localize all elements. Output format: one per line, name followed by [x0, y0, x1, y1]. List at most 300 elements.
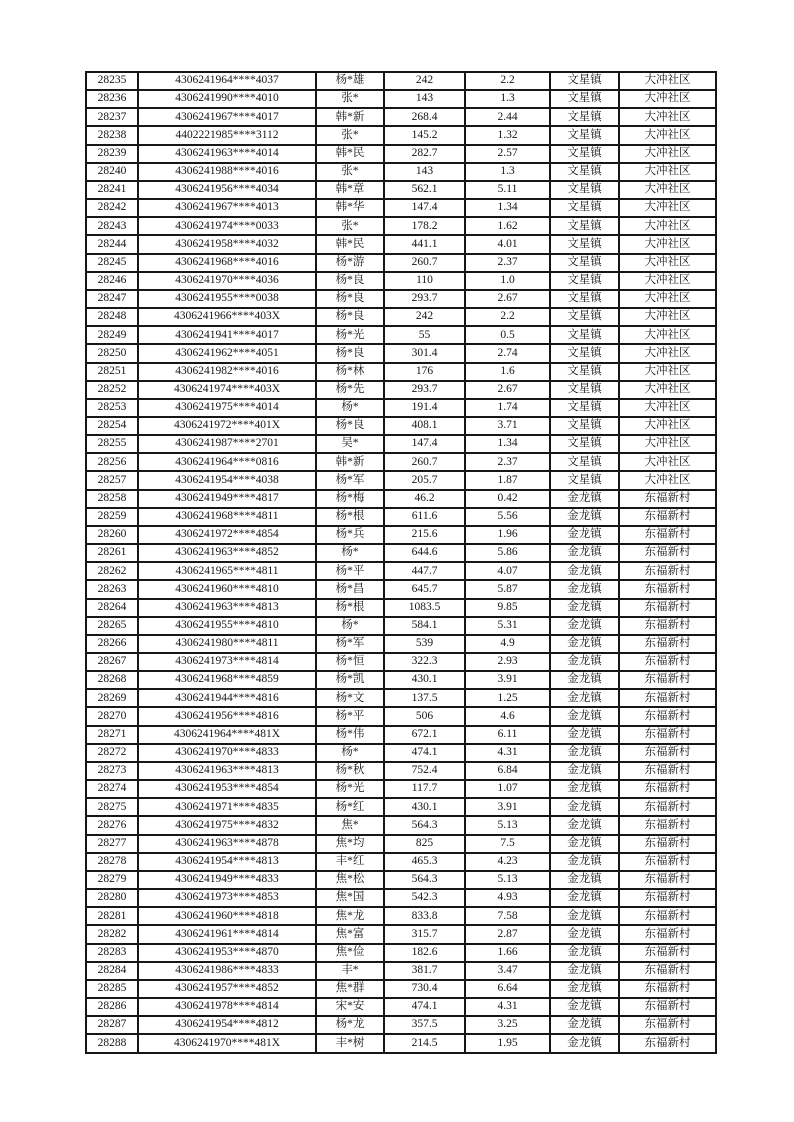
cell-village: 大冲社区: [619, 399, 716, 417]
table-row: [86, 907, 716, 925]
cell-town: 文星镇: [550, 453, 619, 471]
cell-seq-number: 28243: [86, 217, 138, 235]
cell-village: 东福新村: [619, 907, 716, 925]
cell-town: 金龙镇: [550, 490, 619, 508]
table-row: [86, 689, 716, 707]
cell-village: 东福新村: [619, 653, 716, 671]
cell-village: 东福新村: [619, 780, 716, 798]
table-row: [86, 853, 716, 871]
cell-area: 1.3: [465, 90, 550, 108]
cell-id-card-masked: 4306241957****4852: [138, 980, 316, 998]
cell-area: 1.34: [465, 435, 550, 453]
cell-id-card-masked: 4306241972****4854: [138, 526, 316, 544]
cell-town: 金龙镇: [550, 671, 619, 689]
cell-seq-number: 28255: [86, 435, 138, 453]
cell-id-card-masked: 4306241955****0038: [138, 290, 316, 308]
cell-seq-number: 28244: [86, 235, 138, 253]
cell-village: 东福新村: [619, 562, 716, 580]
cell-seq-number: 28240: [86, 163, 138, 181]
cell-subsidy-amount: 215.6: [384, 526, 465, 544]
cell-subsidy-amount: 611.6: [384, 508, 465, 526]
cell-seq-number: 28284: [86, 962, 138, 980]
cell-id-card-masked: 4402221985****3112: [138, 126, 316, 144]
cell-person-name: 杨*: [316, 617, 384, 635]
cell-id-card-masked: 4306241978****4814: [138, 998, 316, 1016]
cell-person-name: 杨*凯: [316, 671, 384, 689]
cell-id-card-masked: 4306241971****4835: [138, 798, 316, 816]
cell-id-card-masked: 4306241954****4812: [138, 1016, 316, 1034]
cell-subsidy-amount: 147.4: [384, 435, 465, 453]
cell-area: 5.13: [465, 816, 550, 834]
cell-seq-number: 28274: [86, 780, 138, 798]
cell-id-card-masked: 4306241944****4816: [138, 689, 316, 707]
cell-village: 大冲社区: [619, 272, 716, 290]
cell-person-name: 杨*秋: [316, 762, 384, 780]
cell-town: 文星镇: [550, 290, 619, 308]
cell-village: 大冲社区: [619, 90, 716, 108]
cell-id-card-masked: 4306241966****403X: [138, 308, 316, 326]
cell-id-card-masked: 4306241968****4811: [138, 508, 316, 526]
table-row: [86, 145, 716, 163]
table-row: [86, 780, 716, 798]
cell-subsidy-amount: 46.2: [384, 490, 465, 508]
cell-town: 金龙镇: [550, 835, 619, 853]
cell-id-card-masked: 4306241953****4870: [138, 944, 316, 962]
cell-person-name: 焦*: [316, 816, 384, 834]
cell-seq-number: 28242: [86, 199, 138, 217]
cell-person-name: 杨*林: [316, 363, 384, 381]
cell-seq-number: 28263: [86, 580, 138, 598]
cell-person-name: 宋*安: [316, 998, 384, 1016]
table-row: [86, 217, 716, 235]
cell-village: 东福新村: [619, 889, 716, 907]
cell-seq-number: 28237: [86, 108, 138, 126]
table-row: [86, 635, 716, 653]
cell-id-card-masked: 4306241963****4878: [138, 835, 316, 853]
cell-person-name: 杨*伟: [316, 726, 384, 744]
cell-seq-number: 28238: [86, 126, 138, 144]
cell-person-name: 焦*松: [316, 871, 384, 889]
cell-town: 金龙镇: [550, 580, 619, 598]
cell-area: 4.9: [465, 635, 550, 653]
cell-subsidy-amount: 260.7: [384, 254, 465, 272]
cell-town: 金龙镇: [550, 635, 619, 653]
cell-area: 1.0: [465, 272, 550, 290]
table-row: [86, 108, 716, 126]
cell-town: 文星镇: [550, 126, 619, 144]
cell-subsidy-amount: 506: [384, 707, 465, 725]
cell-area: 2.37: [465, 254, 550, 272]
cell-village: 东福新村: [619, 508, 716, 526]
cell-village: 大冲社区: [619, 435, 716, 453]
table-row: [86, 471, 716, 489]
cell-town: 文星镇: [550, 108, 619, 126]
cell-seq-number: 28271: [86, 726, 138, 744]
cell-id-card-masked: 4306241967****4017: [138, 108, 316, 126]
cell-town: 金龙镇: [550, 762, 619, 780]
cell-subsidy-amount: 242: [384, 72, 465, 90]
cell-subsidy-amount: 465.3: [384, 853, 465, 871]
cell-person-name: 张*: [316, 90, 384, 108]
table-row: [86, 544, 716, 562]
cell-subsidy-amount: 474.1: [384, 744, 465, 762]
cell-seq-number: 28236: [86, 90, 138, 108]
table-row: [86, 944, 716, 962]
cell-seq-number: 28268: [86, 671, 138, 689]
cell-town: 金龙镇: [550, 726, 619, 744]
cell-person-name: 杨*平: [316, 562, 384, 580]
cell-village: 东福新村: [619, 689, 716, 707]
cell-person-name: 杨*先: [316, 381, 384, 399]
cell-town: 文星镇: [550, 344, 619, 362]
cell-id-card-masked: 4306241970****4036: [138, 272, 316, 290]
cell-id-card-masked: 4306241964****4037: [138, 72, 316, 90]
cell-town: 文星镇: [550, 471, 619, 489]
cell-subsidy-amount: 182.6: [384, 944, 465, 962]
records-table-body: [86, 72, 716, 1053]
table-row: [86, 235, 716, 253]
cell-subsidy-amount: 301.4: [384, 344, 465, 362]
cell-village: 东福新村: [619, 617, 716, 635]
table-row: [86, 562, 716, 580]
cell-seq-number: 28264: [86, 599, 138, 617]
cell-person-name: 杨*军: [316, 635, 384, 653]
table-row: [86, 344, 716, 362]
table-row: [86, 163, 716, 181]
cell-subsidy-amount: 564.3: [384, 871, 465, 889]
cell-area: 1.32: [465, 126, 550, 144]
cell-seq-number: 28262: [86, 562, 138, 580]
table-row: [86, 653, 716, 671]
cell-seq-number: 28265: [86, 617, 138, 635]
cell-seq-number: 28281: [86, 907, 138, 925]
cell-village: 大冲社区: [619, 199, 716, 217]
cell-village: 东福新村: [619, 635, 716, 653]
cell-subsidy-amount: 474.1: [384, 998, 465, 1016]
cell-area: 2.37: [465, 453, 550, 471]
cell-area: 5.87: [465, 580, 550, 598]
cell-area: 3.91: [465, 798, 550, 816]
table-row: [86, 326, 716, 344]
cell-id-card-masked: 4306241964****481X: [138, 726, 316, 744]
cell-village: 大冲社区: [619, 363, 716, 381]
cell-village: 东福新村: [619, 998, 716, 1016]
cell-person-name: 杨*: [316, 744, 384, 762]
cell-town: 金龙镇: [550, 889, 619, 907]
cell-person-name: 焦*龙: [316, 907, 384, 925]
cell-subsidy-amount: 315.7: [384, 925, 465, 943]
cell-seq-number: 28259: [86, 508, 138, 526]
cell-town: 金龙镇: [550, 617, 619, 635]
cell-person-name: 韩*新: [316, 453, 384, 471]
cell-subsidy-amount: 539: [384, 635, 465, 653]
table-row: [86, 90, 716, 108]
table-row: [86, 181, 716, 199]
cell-person-name: 杨*恒: [316, 653, 384, 671]
cell-person-name: 杨*梅: [316, 490, 384, 508]
cell-town: 金龙镇: [550, 526, 619, 544]
cell-id-card-masked: 4306241972****401X: [138, 417, 316, 435]
cell-id-card-masked: 4306241941****4017: [138, 326, 316, 344]
cell-subsidy-amount: 441.1: [384, 235, 465, 253]
cell-seq-number: 28286: [86, 998, 138, 1016]
cell-area: 2.67: [465, 381, 550, 399]
cell-town: 金龙镇: [550, 925, 619, 943]
cell-village: 东福新村: [619, 744, 716, 762]
table-row: [86, 925, 716, 943]
cell-id-card-masked: 4306241967****4013: [138, 199, 316, 217]
cell-id-card-masked: 4306241968****4016: [138, 254, 316, 272]
table-row: [86, 272, 716, 290]
cell-id-card-masked: 4306241953****4854: [138, 780, 316, 798]
cell-area: 1.87: [465, 471, 550, 489]
cell-person-name: 杨*根: [316, 508, 384, 526]
table-row: [86, 617, 716, 635]
cell-village: 大冲社区: [619, 145, 716, 163]
cell-town: 金龙镇: [550, 780, 619, 798]
table-row: [86, 599, 716, 617]
cell-subsidy-amount: 214.5: [384, 1034, 465, 1053]
cell-subsidy-amount: 825: [384, 835, 465, 853]
cell-town: 金龙镇: [550, 1034, 619, 1053]
cell-village: 东福新村: [619, 944, 716, 962]
cell-village: 东福新村: [619, 544, 716, 562]
cell-subsidy-amount: 645.7: [384, 580, 465, 598]
cell-town: 金龙镇: [550, 816, 619, 834]
cell-seq-number: 28248: [86, 308, 138, 326]
cell-id-card-masked: 4306241973****4814: [138, 653, 316, 671]
cell-id-card-masked: 4306241963****4852: [138, 544, 316, 562]
cell-town: 金龙镇: [550, 980, 619, 998]
cell-subsidy-amount: 176: [384, 363, 465, 381]
cell-id-card-masked: 4306241963****4014: [138, 145, 316, 163]
cell-subsidy-amount: 564.3: [384, 816, 465, 834]
cell-area: 2.67: [465, 290, 550, 308]
cell-id-card-masked: 4306241958****4032: [138, 235, 316, 253]
cell-subsidy-amount: 143: [384, 163, 465, 181]
cell-seq-number: 28287: [86, 1016, 138, 1034]
cell-town: 金龙镇: [550, 707, 619, 725]
cell-town: 金龙镇: [550, 689, 619, 707]
cell-village: 东福新村: [619, 798, 716, 816]
table-row: [86, 762, 716, 780]
cell-area: 1.62: [465, 217, 550, 235]
cell-subsidy-amount: 293.7: [384, 381, 465, 399]
table-row: [86, 671, 716, 689]
cell-subsidy-amount: 644.6: [384, 544, 465, 562]
cell-subsidy-amount: 752.4: [384, 762, 465, 780]
cell-id-card-masked: 4306241968****4859: [138, 671, 316, 689]
cell-subsidy-amount: 268.4: [384, 108, 465, 126]
cell-subsidy-amount: 672.1: [384, 726, 465, 744]
cell-id-card-masked: 4306241963****4813: [138, 762, 316, 780]
cell-area: 3.47: [465, 962, 550, 980]
table-row: [86, 580, 716, 598]
table-row: [86, 1016, 716, 1034]
cell-village: 大冲社区: [619, 108, 716, 126]
cell-village: 大冲社区: [619, 72, 716, 90]
cell-seq-number: 28256: [86, 453, 138, 471]
cell-person-name: 杨*良: [316, 308, 384, 326]
cell-town: 金龙镇: [550, 653, 619, 671]
cell-person-name: 张*: [316, 163, 384, 181]
cell-village: 大冲社区: [619, 344, 716, 362]
cell-subsidy-amount: 381.7: [384, 962, 465, 980]
cell-person-name: 焦*富: [316, 925, 384, 943]
cell-subsidy-amount: 260.7: [384, 453, 465, 471]
cell-area: 4.31: [465, 744, 550, 762]
cell-person-name: 杨*游: [316, 254, 384, 272]
cell-town: 金龙镇: [550, 599, 619, 617]
cell-id-card-masked: 4306241964****0816: [138, 453, 316, 471]
cell-town: 文星镇: [550, 435, 619, 453]
cell-seq-number: 28246: [86, 272, 138, 290]
cell-seq-number: 28273: [86, 762, 138, 780]
cell-area: 4.01: [465, 235, 550, 253]
cell-person-name: 杨*军: [316, 471, 384, 489]
cell-town: 金龙镇: [550, 744, 619, 762]
cell-subsidy-amount: 143: [384, 90, 465, 108]
cell-person-name: 杨*文: [316, 689, 384, 707]
cell-id-card-masked: 4306241962****4051: [138, 344, 316, 362]
cell-seq-number: 28247: [86, 290, 138, 308]
cell-area: 6.64: [465, 980, 550, 998]
cell-id-card-masked: 4306241949****4817: [138, 490, 316, 508]
cell-area: 1.25: [465, 689, 550, 707]
cell-person-name: 杨*昌: [316, 580, 384, 598]
cell-seq-number: 28261: [86, 544, 138, 562]
cell-village: 东福新村: [619, 726, 716, 744]
cell-seq-number: 28267: [86, 653, 138, 671]
cell-person-name: 杨*: [316, 399, 384, 417]
cell-village: 大冲社区: [619, 381, 716, 399]
cell-village: 大冲社区: [619, 471, 716, 489]
cell-person-name: 韩*民: [316, 235, 384, 253]
table-row: [86, 980, 716, 998]
cell-person-name: 杨*龙: [316, 1016, 384, 1034]
cell-town: 金龙镇: [550, 562, 619, 580]
cell-subsidy-amount: 730.4: [384, 980, 465, 998]
cell-person-name: 杨*: [316, 544, 384, 562]
cell-area: 6.11: [465, 726, 550, 744]
cell-area: 2.74: [465, 344, 550, 362]
table-row: [86, 453, 716, 471]
cell-town: 文星镇: [550, 199, 619, 217]
table-row: [86, 816, 716, 834]
cell-area: 4.23: [465, 853, 550, 871]
cell-person-name: 杨*平: [316, 707, 384, 725]
cell-subsidy-amount: 408.1: [384, 417, 465, 435]
table-row: [86, 308, 716, 326]
cell-village: 大冲社区: [619, 254, 716, 272]
cell-area: 4.93: [465, 889, 550, 907]
cell-area: 1.6: [465, 363, 550, 381]
cell-id-card-masked: 4306241954****4038: [138, 471, 316, 489]
cell-person-name: 杨*雄: [316, 72, 384, 90]
table-row: [86, 199, 716, 217]
cell-village: 东福新村: [619, 599, 716, 617]
cell-area: 5.31: [465, 617, 550, 635]
table-row: [86, 417, 716, 435]
cell-subsidy-amount: 191.4: [384, 399, 465, 417]
cell-subsidy-amount: 833.8: [384, 907, 465, 925]
cell-area: 7.5: [465, 835, 550, 853]
table-row: [86, 399, 716, 417]
cell-town: 金龙镇: [550, 1016, 619, 1034]
cell-village: 东福新村: [619, 853, 716, 871]
cell-person-name: 杨*良: [316, 417, 384, 435]
cell-area: 3.71: [465, 417, 550, 435]
table-row: [86, 290, 716, 308]
cell-area: 9.85: [465, 599, 550, 617]
records-table: [85, 71, 717, 1054]
cell-village: 大冲社区: [619, 126, 716, 144]
cell-area: 1.07: [465, 780, 550, 798]
cell-subsidy-amount: 293.7: [384, 290, 465, 308]
cell-village: 大冲社区: [619, 326, 716, 344]
cell-town: 文星镇: [550, 272, 619, 290]
cell-area: 5.13: [465, 871, 550, 889]
cell-subsidy-amount: 55: [384, 326, 465, 344]
cell-seq-number: 28288: [86, 1034, 138, 1053]
cell-person-name: 杨*根: [316, 599, 384, 617]
cell-person-name: 韩*新: [316, 108, 384, 126]
table-row: [86, 871, 716, 889]
cell-subsidy-amount: 110: [384, 272, 465, 290]
cell-person-name: 丰*: [316, 962, 384, 980]
table-row: [86, 707, 716, 725]
cell-town: 文星镇: [550, 363, 619, 381]
cell-id-card-masked: 4306241982****4016: [138, 363, 316, 381]
cell-subsidy-amount: 145.2: [384, 126, 465, 144]
cell-subsidy-amount: 584.1: [384, 617, 465, 635]
cell-town: 文星镇: [550, 381, 619, 399]
cell-town: 文星镇: [550, 308, 619, 326]
cell-seq-number: 28276: [86, 816, 138, 834]
table-row: [86, 526, 716, 544]
table-row: [86, 835, 716, 853]
cell-person-name: 杨*光: [316, 780, 384, 798]
cell-village: 大冲社区: [619, 235, 716, 253]
cell-person-name: 杨*兵: [316, 526, 384, 544]
cell-person-name: 焦*国: [316, 889, 384, 907]
cell-town: 文星镇: [550, 181, 619, 199]
cell-town: 文星镇: [550, 254, 619, 272]
cell-id-card-masked: 4306241975****4014: [138, 399, 316, 417]
cell-area: 2.93: [465, 653, 550, 671]
cell-seq-number: 28249: [86, 326, 138, 344]
cell-id-card-masked: 4306241965****4811: [138, 562, 316, 580]
cell-id-card-masked: 4306241974****0033: [138, 217, 316, 235]
cell-person-name: 杨*良: [316, 290, 384, 308]
cell-area: 4.6: [465, 707, 550, 725]
cell-person-name: 韩*华: [316, 199, 384, 217]
table-row: [86, 508, 716, 526]
cell-area: 5.11: [465, 181, 550, 199]
cell-area: 2.44: [465, 108, 550, 126]
table-row: [86, 381, 716, 399]
cell-subsidy-amount: 178.2: [384, 217, 465, 235]
table-row: [86, 126, 716, 144]
cell-area: 2.57: [465, 145, 550, 163]
cell-area: 1.95: [465, 1034, 550, 1053]
cell-village: 大冲社区: [619, 217, 716, 235]
cell-seq-number: 28260: [86, 526, 138, 544]
cell-id-card-masked: 4306241961****4814: [138, 925, 316, 943]
cell-seq-number: 28272: [86, 744, 138, 762]
cell-village: 大冲社区: [619, 417, 716, 435]
cell-area: 0.42: [465, 490, 550, 508]
